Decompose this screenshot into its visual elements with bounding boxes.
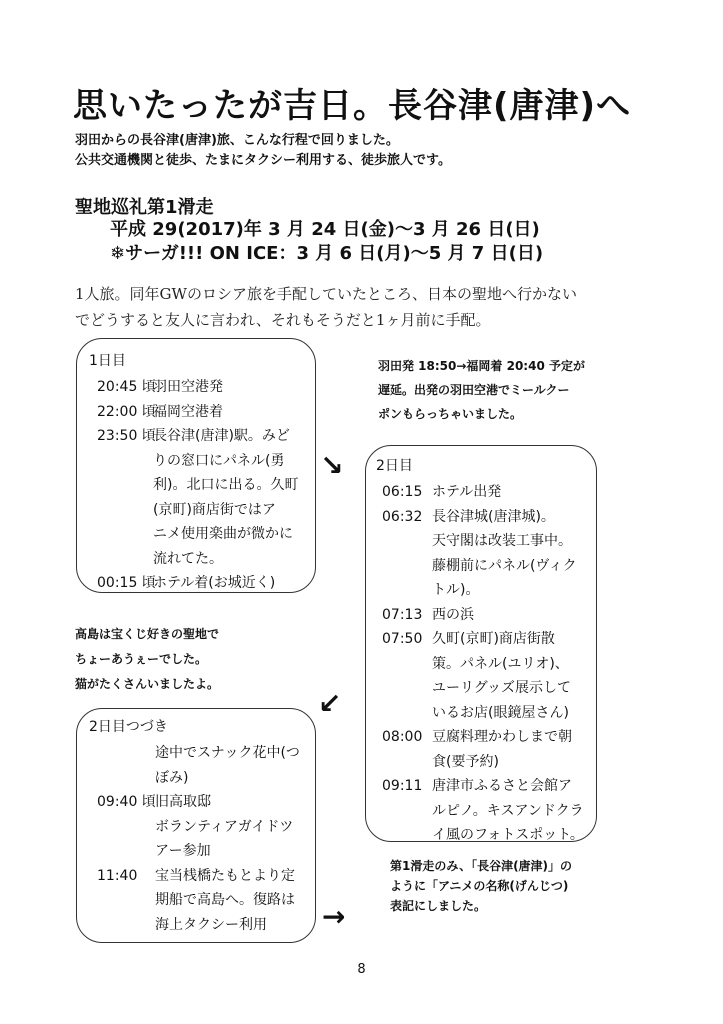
schedule-row: (京町)商店街ではア bbox=[153, 501, 276, 518]
day2-box bbox=[365, 445, 597, 842]
schedule-row: 06:15 ホテル出発 bbox=[382, 484, 502, 500]
schedule-row: 流れてた。 bbox=[153, 550, 223, 567]
schedule-row: イ風のフォトスポット。 bbox=[432, 827, 584, 843]
flight-delay-note: 羽田発 18:50→福岡着 20:40 予定が 遅延。出発の羽田空港でミールクー ポンもらっちゃいました。 bbox=[378, 359, 585, 421]
arrow-down-left-icon: ↙ bbox=[318, 687, 342, 720]
schedule-row: 11:40 宝当桟橋たもとより定 bbox=[97, 867, 295, 884]
day1-box bbox=[76, 338, 316, 593]
schedule-row: ボランティアガイドツ bbox=[155, 818, 294, 835]
schedule-row: アー参加 bbox=[155, 843, 211, 859]
day2-continued-heading: 2日目つづき bbox=[89, 719, 168, 735]
page-number: 8 bbox=[357, 962, 366, 977]
schedule-row: 海上タクシー利用 bbox=[155, 916, 267, 933]
schedule-row: トル)。 bbox=[432, 582, 480, 598]
paragraph-line-1: 1人旅。同年GWのロシア旅を手配していたところ、日本の聖地へ行かない bbox=[75, 285, 577, 303]
intro-line-2: 公共交通機関と徒歩、たまにタクシー利用する、徒歩旅人です。 bbox=[75, 153, 451, 168]
day1-heading: 1日目 bbox=[89, 353, 126, 369]
schedule-row: 07:13 西の浜 bbox=[382, 606, 474, 623]
intro-line-1: 羽田からの長谷津(唐津)旅、こんな行程で回りました。 bbox=[75, 133, 399, 148]
schedule-row: ニメ使用楽曲が微かに bbox=[153, 526, 293, 542]
schedule-row: ユーリグッズ展示して bbox=[432, 680, 572, 696]
takashima-note: 高島は宝くじ好きの聖地で ちょーあうぇーでした。 猫がたくさんいましたよ。 bbox=[75, 627, 220, 691]
schedule-row: ぼみ) bbox=[155, 769, 189, 786]
schedule-row: 天守閣は改装工事中。 bbox=[432, 533, 572, 549]
naming-convention-note: 第1滑走のみ、「長谷津(唐津)」の ように「アニメの名称(げんじつ) 表記にしました。 bbox=[390, 859, 573, 913]
day2-continued-box bbox=[76, 708, 316, 943]
trip-dates bbox=[110, 218, 543, 266]
schedule-row: 06:32 長谷津城(唐津城)。 bbox=[382, 508, 555, 525]
schedule-row: 07:50 久町(京町)商店街散 bbox=[382, 631, 555, 647]
schedule-row: 23:50 頃 長谷津(唐津)駅。みど bbox=[97, 428, 290, 444]
schedule-row: 08:00 豆腐料理かわしまで朝 bbox=[382, 729, 572, 745]
intro-paragraph bbox=[75, 281, 577, 333]
schedule-row: 期船で高島へ。復路は bbox=[155, 892, 295, 908]
schedule-row: りの窓口にパネル(勇 bbox=[153, 452, 285, 469]
schedule-row: 20:45 頃 羽田空港発 bbox=[97, 379, 223, 395]
schedule-row: ルピノ。キスアンドクラ bbox=[432, 802, 584, 819]
schedule-row: 藤棚前にパネル(ヴィク bbox=[432, 557, 577, 574]
schedule-row: 09:11 唐津市ふるさと会館ア bbox=[382, 778, 572, 794]
schedule-row: 利)。北口に出る。久町 bbox=[153, 477, 299, 493]
schedule-row: 策。パネル(ユリオ)、 bbox=[432, 655, 569, 672]
intro-text bbox=[75, 131, 451, 171]
day2-heading: 2日目 bbox=[376, 458, 413, 474]
section-title: 聖地巡礼第1滑走 bbox=[75, 197, 214, 218]
schedule-row: 00:15 頃 ホテル着(お城近く) bbox=[97, 575, 276, 591]
schedule-row: 22:00 頃 福岡空港着 bbox=[97, 403, 223, 420]
paragraph-line-2: でどうすると友人に言われ、それもそうだと1ヶ月前に手配。 bbox=[75, 311, 491, 329]
arrow-right-icon: → bbox=[322, 900, 346, 933]
anime-event-date-range: ❄サーガ!!! ON ICE：3 月 6 日(月)〜5 月 7 日(日) bbox=[110, 243, 544, 264]
trip-date-range: 平成 29(2017)年 3 月 24 日(金)〜3 月 26 日(日) bbox=[110, 219, 540, 240]
schedule-row: 食(要予約) bbox=[432, 753, 499, 770]
page-title: 思いたったが吉日。長谷津(唐津)へ bbox=[73, 86, 632, 126]
schedule-row: 途中でスナック花中(つ bbox=[155, 745, 300, 761]
schedule-row: 09:40 頃 旧高取邸 bbox=[97, 794, 211, 810]
arrow-down-right-icon: ↘ bbox=[320, 449, 344, 482]
schedule-row: いるお店(眼鏡屋さん) bbox=[432, 704, 569, 721]
